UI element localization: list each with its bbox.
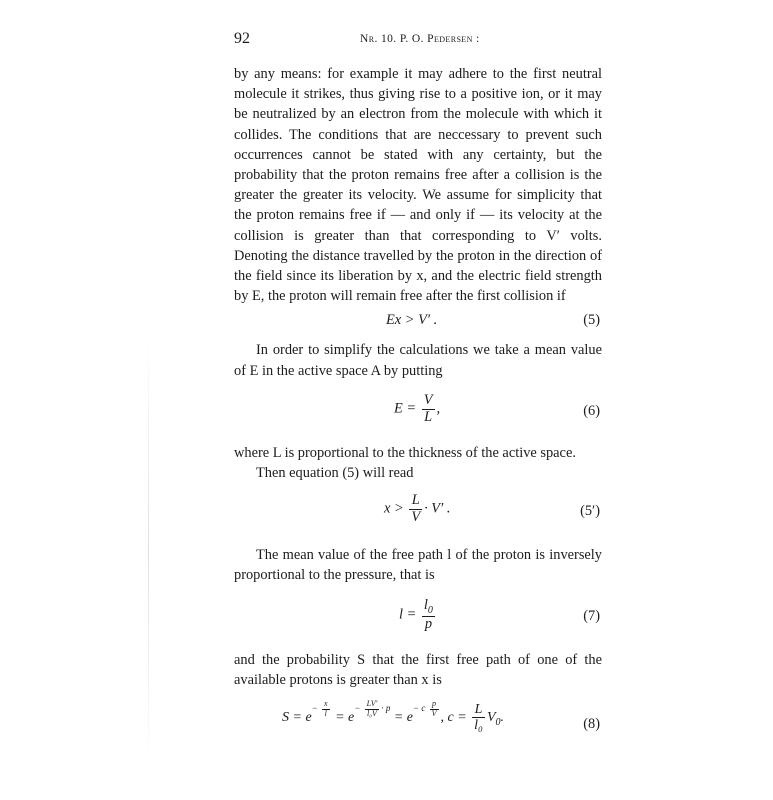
equation-8-exponent-1-den: l — [324, 708, 327, 718]
equation-5-prime-formula — [384, 493, 450, 526]
paragraph-3: where L is proportional to the thickness of the active space. — [234, 444, 576, 461]
equation-8-exponent-3-pre: − c — [413, 703, 426, 714]
equation-8-exponent-1-fraction — [322, 700, 330, 719]
equation-5-prime-denominator: V — [411, 509, 421, 526]
equation-8-exponent-2-den: l₀V — [367, 708, 377, 718]
equation-6-numerator: V — [423, 391, 433, 408]
paragraph-2: In order to simplify the calculations we take a mean value of E in the active space A by putting — [234, 342, 602, 379]
equation-8-exponent-3-num: p — [430, 700, 439, 710]
running-head: Nr. 10. P. O. Pedersen : — [360, 33, 480, 45]
equation-8-exponent-1: − x l — [311, 698, 328, 718]
equation-8-exponent-1-num: x — [324, 698, 328, 708]
equation-7-lhs: l = — [399, 606, 417, 623]
equation-5-prime-tail: · V′ . — [424, 500, 451, 517]
equation-8-c-tail: V — [486, 710, 496, 726]
equation-8-exponent-2-num: LV′ — [366, 698, 378, 708]
paragraph-1: by any means: for example it may adhere to the first neutral molecule it strikes, thus giving rise to a positive ion, or it may be neutralized by an electron from the molecule with which it collides. The conditions that are neccessary to prevent such occurrences cannot be stated with any certainty, but the probability that the proton remains free after a collision is the greater the greater its velocity. We assume for simplicity that the proton remains free if — and only if — its velocity at the collision is greater than that corresponding to V′ volts. Denoting the distance travelled by the proton in the direction of the field since its liberation by x, and the electric field strength by E, the proton will remain free after the first collision if — [234, 66, 602, 305]
equation-5-prime-numerator: L — [409, 493, 422, 510]
equation-7-numerator-base: l — [423, 596, 428, 613]
equation-6-denominator: L — [424, 408, 433, 425]
equation-8-c-num: L — [472, 702, 485, 718]
equation-7-formula — [399, 598, 437, 633]
equation-5-prime-lhs: x > — [384, 500, 404, 517]
page-number: 92 — [234, 30, 250, 47]
equation-5-formula: Ex > V′ . — [386, 312, 438, 329]
equation-6-fraction — [422, 393, 435, 426]
paragraph-4: Then equation (5) will read — [256, 465, 414, 482]
equation-8-exponent-3-den: V — [431, 708, 437, 718]
equation-5-number: (5) — [583, 312, 600, 329]
equation-5-prime-number: (5′) — [580, 503, 600, 520]
scan-edge-line — [148, 330, 149, 770]
equation-5 — [234, 310, 602, 332]
equation-8-exponent-3-fraction — [430, 700, 439, 719]
equation-8-s-eq: S = e — [282, 710, 312, 726]
equation-8-eq-2: = e — [393, 710, 414, 726]
equation-7 — [234, 594, 602, 640]
body-text — [234, 64, 602, 750]
equation-6-number: (6) — [583, 402, 600, 419]
equation-6-formula — [394, 393, 440, 426]
equation-8-number: (8) — [583, 716, 600, 733]
equation-7-fraction — [422, 598, 435, 633]
equation-6-lhs: E = — [394, 400, 417, 417]
equation-6 — [234, 389, 602, 435]
equation-8-eq-1: = e — [335, 710, 355, 726]
paragraph-5: The mean value of the free path l of the proton is inversely proportional to the pressure, that is — [234, 547, 602, 584]
equation-8-exponent-3 — [413, 698, 440, 718]
equation-8-c-end: . — [500, 710, 504, 726]
equation-8-formula — [282, 698, 504, 734]
equation-7-denominator: p — [424, 615, 433, 632]
equation-8-c-eq: , c = — [440, 710, 467, 726]
equation-8-c-den: l₀ — [474, 718, 483, 734]
equation-5-prime — [234, 489, 602, 535]
paragraph-6: and the probability S that the first free path of one of the available protons is greater than x is — [234, 651, 602, 688]
equation-7-numerator — [422, 598, 435, 617]
equation-7-numerator-sub: 0 — [427, 604, 433, 616]
equation-8-exponent-2-tail: · p — [381, 703, 391, 714]
equation-7-number: (7) — [583, 607, 600, 624]
equation-6-tail: , — [436, 400, 441, 417]
equation-8-c-sub: 0 — [495, 716, 501, 728]
equation-5-prime-fraction — [409, 493, 422, 526]
equation-8-exponent-2-fraction — [365, 700, 380, 719]
equation-8-exponent-2: − LV′ l₀V · p — [354, 698, 391, 718]
equation-8 — [234, 700, 602, 746]
equation-8-c-fraction — [472, 702, 485, 734]
page-header — [234, 30, 602, 54]
